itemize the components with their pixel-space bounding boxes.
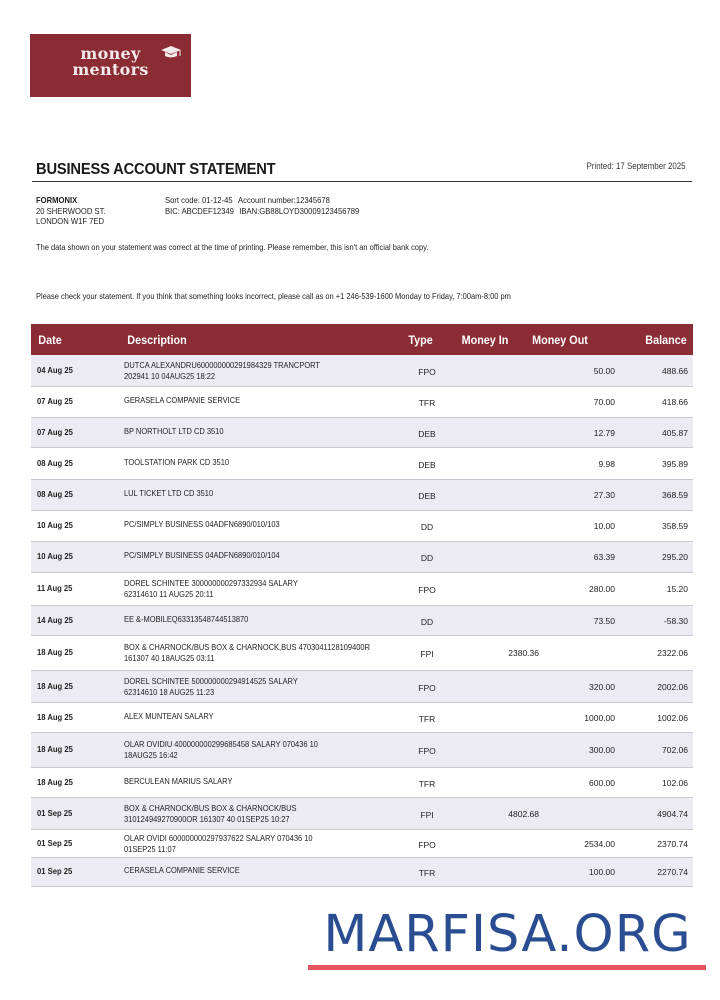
row-type: DEB (418, 429, 436, 439)
row-description: LUL TICKET LTD CD 3510 (124, 488, 214, 498)
row-balance: 2002.06 (657, 682, 688, 692)
row-balance: 2370.74 (657, 839, 688, 849)
table-row (31, 858, 693, 887)
logo-line-2: mentors (72, 60, 149, 79)
row-balance: 702.06 (662, 745, 688, 755)
row-description: BERCULEAN MARIUS SALARY (124, 776, 233, 786)
table-row (31, 671, 693, 703)
row-date: 01 Sep 25 (37, 808, 73, 818)
account-number: Account number:12345678 (238, 195, 330, 205)
row-money-out: 50.00 (593, 366, 615, 376)
row-type: DD (420, 553, 434, 563)
row-money-out: 100.00 (589, 867, 615, 877)
row-date: 10 Aug 25 (37, 551, 73, 561)
row-description: GERASELA COMPANIE SERVICE (124, 395, 241, 405)
row-money-out: 600.00 (589, 778, 615, 788)
table-row (31, 768, 693, 798)
row-type: DD (420, 617, 434, 627)
accuracy-note: The data shown on your statement was correct at the time of printing. Please remember, this isn't an official bank copy. (36, 242, 429, 252)
header-money-in: Money In (461, 333, 509, 347)
table-row (31, 606, 693, 636)
row-description: DOREL SCHINTEE 500000000294914525 SALARY (124, 676, 298, 686)
graduation-cap-icon (160, 44, 182, 62)
row-date: 18 Aug 25 (37, 647, 73, 657)
header-date: Date (38, 333, 62, 347)
bank-details (165, 195, 365, 216)
address-line-2: LONDON W1F 7ED (36, 216, 105, 226)
row-balance: 102.06 (662, 778, 688, 788)
row-money-out: 280.00 (589, 584, 615, 594)
address-line-1: 20 SHERWOOD ST. (36, 205, 106, 216)
transactions-table (31, 324, 693, 887)
row-description: CERASELA COMPANIE SERVICE (124, 865, 240, 875)
row-money-out: 320.00 (589, 682, 615, 692)
row-balance: 4904.74 (657, 809, 688, 819)
row-description: 18AUG25 16:42 (124, 750, 178, 760)
row-date: 18 Aug 25 (37, 712, 73, 722)
row-date: 18 Aug 25 (37, 744, 73, 754)
row-date: 04 Aug 25 (37, 365, 73, 375)
row-type: DEB (418, 460, 436, 470)
row-description: 310124949270900OR 161307 40 01SEP25 10:27 (124, 814, 290, 824)
row-description: DOREL SCHINTEE 300000000297332934 SALARY (124, 578, 298, 588)
watermark-underline (308, 965, 706, 970)
company-name: FORMONIX (36, 195, 78, 205)
row-type: TFR (418, 779, 436, 789)
row-balance: 368.59 (662, 490, 688, 500)
row-type: DD (420, 522, 434, 532)
table-row (31, 733, 693, 768)
title-divider (32, 181, 692, 182)
row-type: FPI (420, 810, 434, 820)
row-type: DEB (418, 491, 436, 501)
row-money-out: 12.79 (593, 428, 615, 438)
row-type: FPI (420, 649, 434, 659)
row-description: OLAR OVIDI 600000000297937622 SALARY 070436 10 (124, 833, 313, 843)
row-type: FPO (418, 840, 436, 850)
row-description: PC/SIMPLY BUSINESS 04ADFN6890/010/103 (124, 519, 280, 529)
row-money-out: 10.00 (593, 521, 615, 531)
row-money-out: 63.39 (593, 552, 615, 562)
row-money-out: 2534.00 (584, 839, 615, 849)
bic-code: BIC: ABCDEF12349 (165, 205, 234, 216)
row-balance: 15.20 (666, 584, 688, 594)
row-type: FPO (418, 746, 436, 756)
row-balance: -58.30 (663, 616, 688, 626)
table-row (31, 636, 693, 671)
row-balance: 358.59 (662, 521, 688, 531)
row-balance: 395.89 (662, 459, 688, 469)
row-balance: 2322.06 (657, 648, 688, 658)
row-date: 07 Aug 25 (37, 427, 73, 437)
header-type: Type (408, 333, 433, 347)
row-money-in: 4802.68 (508, 809, 539, 819)
row-description: 161307 40 18AUG25 03:11 (124, 653, 215, 663)
row-money-out: 27.30 (593, 490, 615, 500)
row-date: 08 Aug 25 (37, 489, 73, 499)
row-type: FPO (418, 585, 436, 595)
row-balance: 295.20 (662, 552, 688, 562)
row-description: DUTCA ALEXANDRU600000000291984329 TRANCPORT (124, 360, 320, 370)
logo-line-1: money (80, 44, 141, 63)
table-body (31, 355, 693, 887)
table-row (31, 418, 693, 448)
row-money-out: 1000.00 (584, 713, 615, 723)
table-header (31, 324, 693, 355)
row-type: TFR (418, 398, 436, 408)
header-balance: Balance (645, 333, 687, 347)
row-date: 01 Sep 25 (37, 866, 73, 876)
row-balance: 418.66 (662, 397, 688, 407)
row-balance: 488.66 (662, 366, 688, 376)
contact-note: Please check your statement. If you think that something looks incorrect, please call as on +1 246-539-1600 Monday to Friday, 7:00am-8:00 pm (36, 291, 511, 301)
table-row (31, 798, 693, 830)
table-row (31, 511, 693, 542)
printed-date: Printed: 17 September 2025 (586, 161, 686, 171)
row-description: TOOLSTATION PARK CD 3510 (124, 457, 230, 467)
row-description: PC/SIMPLY BUSINESS 04ADFN6890/010/104 (124, 550, 280, 560)
row-date: 08 Aug 25 (37, 458, 73, 468)
row-date: 18 Aug 25 (37, 777, 73, 787)
row-description: 62314610 11 AUG25 20:11 (124, 589, 214, 599)
row-date: 18 Aug 25 (37, 681, 73, 691)
header-money-out: Money Out (532, 333, 588, 347)
iban-code: IBAN:GB88LOYD30009123456789 (239, 205, 360, 216)
watermark-text: MARFISA.ORG (323, 905, 692, 964)
row-description: 01SEP25 11:07 (124, 844, 176, 854)
row-balance: 1002.06 (657, 713, 688, 723)
row-description: BOX & CHARNOCK/BUS BOX & CHARNOCK/BUS (124, 803, 297, 813)
row-description: OLAR OVIDIU 400000000299685458 SALARY 070436 10 (124, 739, 318, 749)
row-money-out: 70.00 (593, 397, 615, 407)
header-description: Description (127, 333, 187, 347)
table-row (31, 448, 693, 480)
table-row (31, 387, 693, 418)
row-date: 10 Aug 25 (37, 520, 73, 530)
table-row (31, 480, 693, 511)
row-date: 07 Aug 25 (37, 396, 73, 406)
row-balance: 2270.74 (657, 867, 688, 877)
row-date: 11 Aug 25 (37, 583, 73, 593)
statement-title: BUSINESS ACCOUNT STATEMENT (36, 161, 276, 178)
row-type: TFR (418, 868, 436, 878)
money-mentors-logo (30, 34, 191, 97)
table-row (31, 830, 693, 858)
row-balance: 405.87 (662, 428, 688, 438)
sort-code: Sort code: 01-12-45 (165, 195, 233, 205)
row-description: ALEX MUNTEAN SALARY (124, 711, 214, 721)
row-date: 01 Sep 25 (37, 838, 73, 848)
row-money-out: 300.00 (589, 745, 615, 755)
table-row (31, 703, 693, 733)
table-row (31, 542, 693, 573)
row-type: TFR (418, 714, 436, 724)
row-date: 14 Aug 25 (37, 615, 73, 625)
row-description: EE &-MOBILEQ63313548744513870 (124, 614, 249, 624)
table-row (31, 355, 693, 387)
row-description: 62314610 18 AUG25 11:23 (124, 687, 215, 697)
row-money-out: 73.50 (593, 616, 615, 626)
row-description: BP NORTHOLT LTD CD 3510 (124, 426, 224, 436)
row-money-in: 2380.36 (508, 648, 539, 658)
row-type: FPO (418, 683, 436, 693)
customer-address (36, 195, 106, 227)
row-type: FPO (418, 367, 436, 377)
row-money-out: 9.98 (598, 459, 615, 469)
row-description: BOX & CHARNOCK/BUS BOX & CHARNOCK,BUS 4703041128109400R (124, 642, 370, 652)
row-description: 202941 10 04AUG25 18:22 (124, 371, 216, 381)
table-row (31, 573, 693, 606)
